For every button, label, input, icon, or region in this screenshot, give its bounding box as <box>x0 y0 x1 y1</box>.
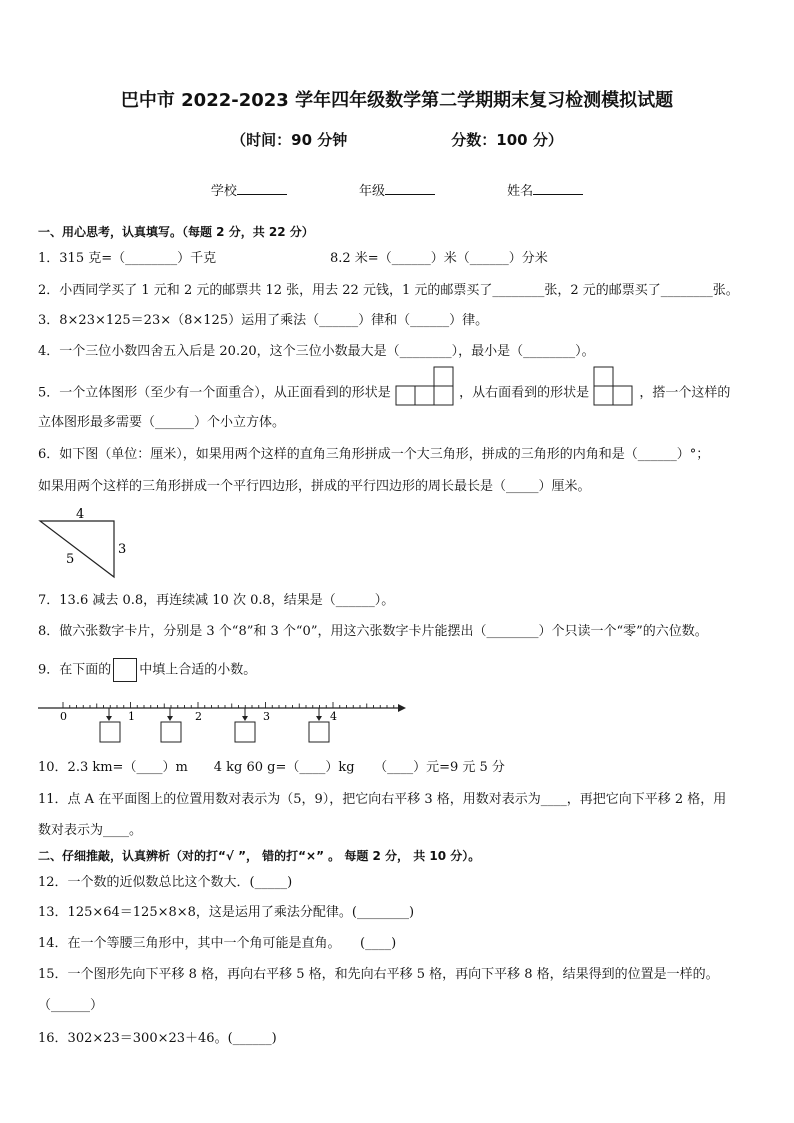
school-blank[interactable] <box>237 182 287 195</box>
axis-label-2: 2 <box>195 710 202 723</box>
front-view-cell <box>434 386 453 405</box>
front-view-cell <box>396 386 415 405</box>
name-field[interactable] <box>507 180 583 199</box>
pointer-2-head <box>167 716 173 721</box>
question-15b: （______） <box>38 998 104 1013</box>
question-1a: 1．315 克=（________）千克 <box>38 251 217 266</box>
question-12: 12．一个数的近似数总比这个数大．(_____) <box>38 875 293 890</box>
grade-label: 年级 <box>358 184 385 199</box>
answer-box-2[interactable] <box>161 722 181 742</box>
question-1b: 8.2 米=（______）米（______）分米 <box>330 251 548 266</box>
question-15a: 15．一个图形先向下平移 8 格，再向右平移 5 格，和先向右平移 5 格，再向下平移 8 格，结果得到的位置是一样的。 <box>38 967 719 982</box>
question-16: 16．302×23＝300×23＋46。(______) <box>38 1031 277 1046</box>
question-14: 14．在一个等腰三角形中，其中一个角可能是直角。 (____) <box>38 936 397 951</box>
axis-label-4: 4 <box>330 710 337 723</box>
question-2: 2．小西同学买了 1 元和 2 元的邮票共 12 张，用去 22 元钱，1 元的邮票买了________张，2 元的邮票买了________张。 <box>38 283 739 298</box>
answer-box-4[interactable] <box>309 722 329 742</box>
grade-field[interactable] <box>359 180 435 199</box>
question-5b: 立体图形最多需要（______）个小立方体。 <box>38 415 286 430</box>
section-2-heading: 二、仔细推敲，认真辨析（对的打“√ ”， 错的打“×” 。 每题 2 分， 共 10 分）。 <box>38 849 481 863</box>
section-1-heading: 一、用心思考，认真填写。（每题 2 分，共 22 分） <box>38 225 314 239</box>
time-limit: （时间：90 分钟 <box>231 131 348 149</box>
question-10: 10．2.3 km=（____）m 4 kg 60 g=（____）kg （____）元=9 元 5 分 <box>38 760 505 775</box>
axis-label-3: 3 <box>263 710 270 723</box>
number-line <box>36 698 408 748</box>
pointer-1-head <box>106 716 112 721</box>
student-info-row <box>0 180 794 199</box>
school-label: 学校 <box>210 184 237 199</box>
question-6b: 如果用两个这样的三角形拼成一个平行四边形，拼成的平行四边形的周长最长是（_____）厘米。 <box>38 479 591 494</box>
question-7: 7．13.6 减去 0.8，再连续减 10 次 0.8，结果是（______）。 <box>38 593 395 608</box>
axis-label-0: 0 <box>60 710 67 723</box>
answer-box-1[interactable] <box>100 722 120 742</box>
pointer-3-head <box>242 716 248 721</box>
question-3: 3．8×23×125＝23×（8×125）运用了乘法（______）律和（______）律。 <box>38 313 489 328</box>
question-9 <box>38 658 256 682</box>
grade-blank[interactable] <box>385 182 435 195</box>
right-triangle-figure <box>36 505 136 583</box>
front-view-figure <box>395 366 455 406</box>
school-field[interactable] <box>211 180 287 199</box>
answer-box-3[interactable] <box>235 722 255 742</box>
question-11b: 数对表示为____。 <box>38 823 143 838</box>
total-score: 分数：100 分） <box>451 131 563 149</box>
right-view-figure <box>593 366 635 406</box>
q9-text-post: 中填上合适的小数。 <box>139 662 257 678</box>
right-view-cell <box>613 386 632 405</box>
front-view-cell <box>434 367 453 386</box>
exam-meta <box>0 129 794 150</box>
name-blank[interactable] <box>533 182 583 195</box>
triangle-shape <box>40 521 114 577</box>
question-6a: 6．如下图（单位：厘米），如果用两个这样的直角三角形拼成一个大三角形，拼成的三角形的内角和是（______）°； <box>38 447 710 462</box>
number-line-arrow <box>398 704 406 712</box>
right-view-cell <box>594 367 613 386</box>
triangle-right-label: 3 <box>118 542 127 557</box>
question-4: 4．一个三位小数四舍五入后是 20.20，这个三位小数最大是（________），最小是（________）。 <box>38 344 595 359</box>
triangle-top-label: 4 <box>76 507 85 522</box>
q9-text-pre: 9．在下面的 <box>38 662 112 678</box>
question-8: 8．做六张数字卡片，分别是 3 个“8”和 3 个“0”，用这六张数字卡片能摆出（________）个只读一个“零”的六位数。 <box>38 624 708 639</box>
page-title: 巴中市 2022-2023 学年四年级数学第二学期期末复习检测模拟试题 <box>120 90 674 111</box>
front-view-cell <box>415 386 434 405</box>
triangle-hypotenuse-label: 5 <box>66 552 75 567</box>
q5-text-post: ，搭一个这样的 <box>639 385 731 401</box>
question-5a <box>38 380 730 406</box>
name-label: 姓名 <box>507 184 534 199</box>
q5-text-pre: 5．一个立体图形（至少有一个面重合），从正面看到的形状是 <box>38 385 391 401</box>
q9-inline-box <box>113 658 137 682</box>
pointer-4-head <box>316 716 322 721</box>
question-11a: 11．点 A 在平面图上的位置用数对表示为（5，9），把它向右平移 3 格，用数对表示为____，再把它向下平移 2 格，用 <box>38 792 727 807</box>
question-13: 13．125×64＝125×8×8，这是运用了乘法分配律。(________) <box>38 905 415 920</box>
q5-text-mid: ，从右面看到的形状是 <box>459 385 590 401</box>
right-view-cell <box>594 386 613 405</box>
axis-label-1: 1 <box>128 710 135 723</box>
